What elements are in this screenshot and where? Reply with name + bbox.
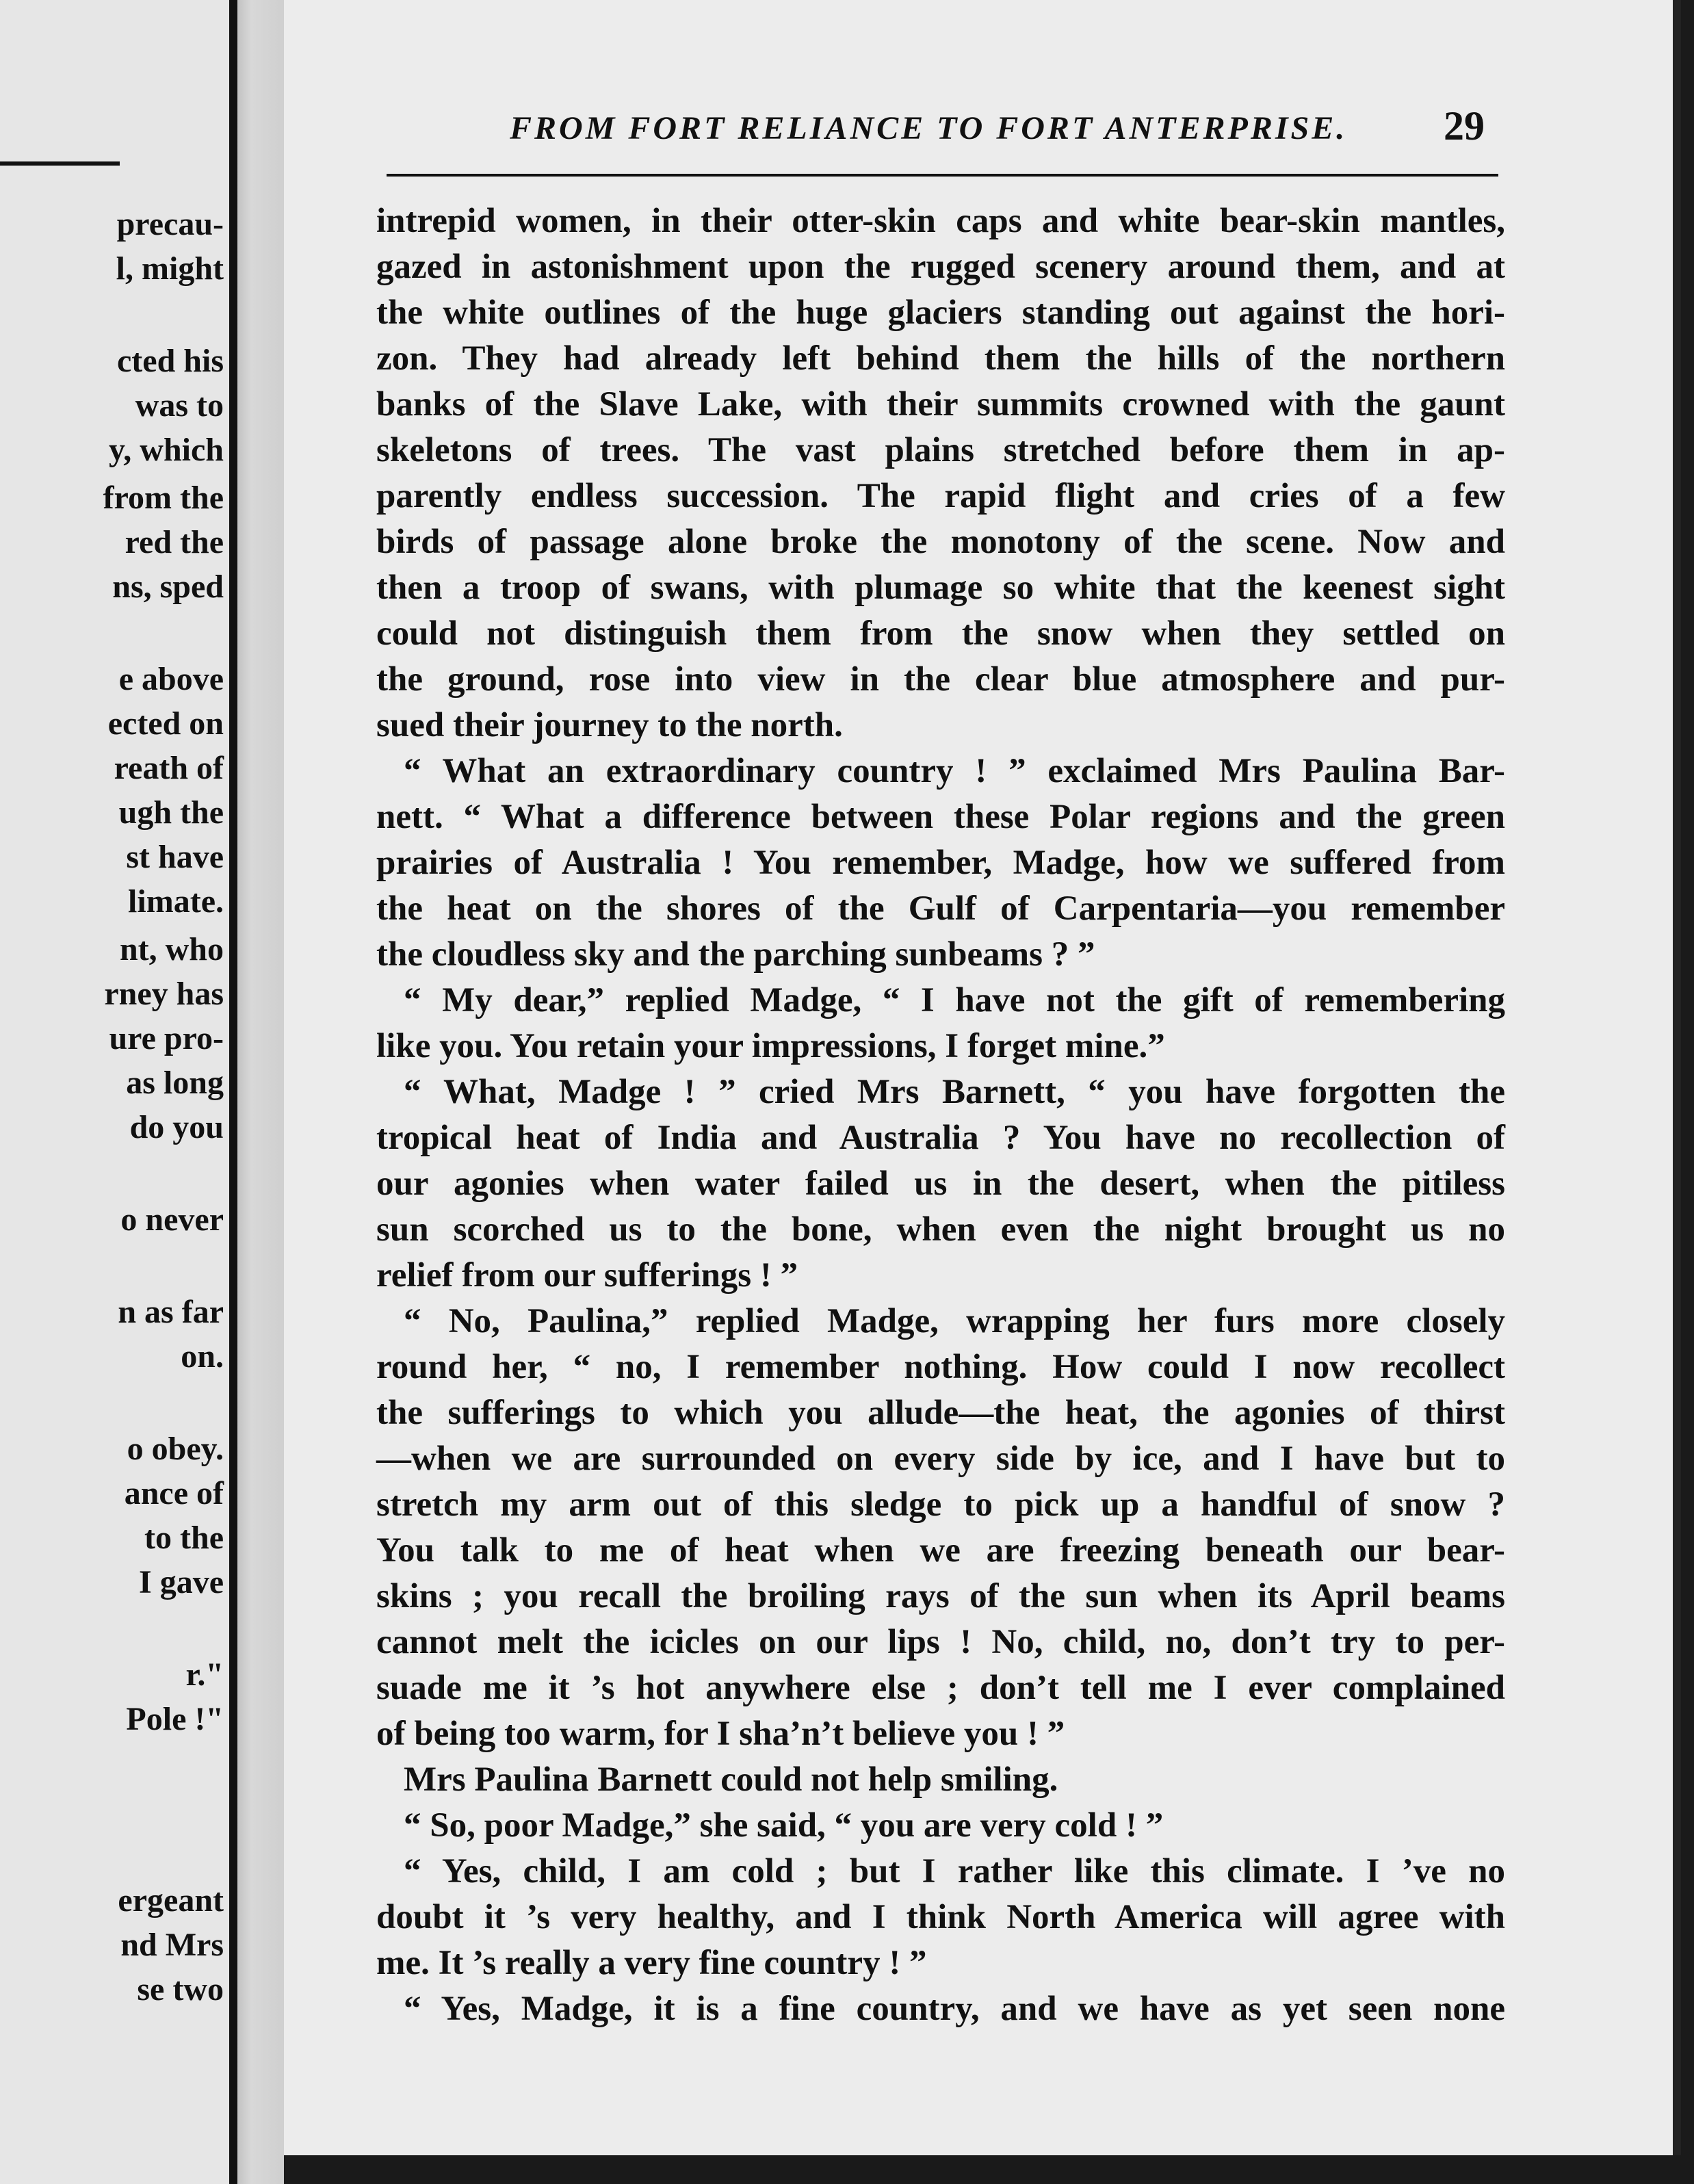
text-line: zon. They had already left behind them the hills of the northern — [376, 339, 1505, 378]
text-line: the heat on the shores of the Gulf of Carpentaria—you remember — [376, 889, 1505, 928]
text-line: round her, “ no, I remember nothing. How could I now recollect — [376, 1348, 1505, 1386]
previous-page-line: Pole !" — [126, 1701, 224, 1737]
text-line: me. It ’s really a very fine country ! ” — [376, 1944, 927, 1982]
text-line: prairies of Australia ! You remember, Madge, how we suffered from — [376, 844, 1505, 882]
text-line: the white outlines of the huge glaciers standing out against the hori- — [376, 294, 1505, 332]
previous-page-line: ns, sped — [112, 569, 224, 605]
previous-page-line: ance of — [124, 1475, 224, 1511]
previous-page-line: r." — [185, 1656, 224, 1693]
previous-page-line: se two — [137, 1971, 224, 2007]
text-line: sun scorched us to the bone, when even the night brought us no — [376, 1210, 1505, 1249]
body-text — [376, 198, 1505, 2032]
text-line: intrepid women, in their otter-skin caps and white bear-skin mantles, — [376, 202, 1505, 240]
text-line: then a troop of swans, with plumage so white that the keenest sight — [376, 569, 1505, 607]
previous-page-line: ure pro- — [109, 1020, 224, 1056]
previous-page-line: to the — [144, 1520, 224, 1556]
previous-page-line: cted his — [117, 343, 224, 379]
previous-page-line: rney has — [104, 976, 224, 1012]
text-line: “ What, Madge ! ” cried Mrs Barnett, “ you have forgotten the — [404, 1073, 1505, 1111]
gutter-shadow — [229, 0, 237, 2184]
text-line: “ What an extraordinary country ! ” exclaimed Mrs Paulina Bar- — [404, 752, 1505, 790]
text-line: sued their journey to the north. — [376, 706, 843, 744]
previous-page-line: precau- — [116, 206, 224, 242]
text-line: tropical heat of India and Australia ? You have no recollection of — [376, 1119, 1505, 1157]
previous-page-line: was to — [135, 387, 224, 424]
previous-page-rule — [0, 161, 120, 166]
book-page — [284, 0, 1681, 2155]
page-number: 29 — [1444, 103, 1485, 148]
text-line: “ My dear,” replied Madge, “ I have not the gift of remembering — [404, 981, 1505, 1019]
text-line: doubt it ’s very healthy, and I think North America will agree with — [376, 1898, 1505, 1936]
text-line: Mrs Paulina Barnett could not help smiling. — [404, 1760, 1058, 1799]
previous-page-line: ugh the — [118, 794, 224, 831]
text-line: skins ; you recall the broiling rays of the sun when its April beams — [376, 1577, 1505, 1615]
previous-page-line: do you — [129, 1109, 224, 1145]
text-line: the sufferings to which you allude—the heat, the agonies of thirst — [376, 1394, 1505, 1432]
text-line: banks of the Slave Lake, with their summits crowned with the gaunt — [376, 385, 1505, 424]
text-line: of being too warm, for I sha’n’t believe you ! ” — [376, 1715, 1065, 1753]
book-gutter — [229, 0, 284, 2184]
previous-page — [0, 0, 229, 2184]
text-line: “ So, poor Madge,” she said, “ you are very cold ! ” — [404, 1806, 1164, 1845]
previous-page-line: limate. — [128, 883, 224, 920]
text-line: “ Yes, Madge, it is a fine country, and we have as yet seen none — [404, 1990, 1505, 2028]
previous-page-line: on. — [181, 1338, 224, 1375]
text-line: could not distinguish them from the snow when they settled on — [376, 614, 1505, 653]
previous-page-line: ected on — [107, 705, 224, 742]
previous-page-line: e above — [118, 661, 224, 697]
text-line: parently endless succession. The rapid flight and cries of a few — [376, 477, 1505, 515]
header-rule — [387, 174, 1498, 177]
text-line: cannot melt the icicles on our lips ! No, child, no, don’t try to per- — [376, 1623, 1505, 1661]
text-line: the ground, rose into view in the clear blue atmosphere and pur- — [376, 660, 1505, 699]
text-line: stretch my arm out of this sledge to pick up a handful of snow ? — [376, 1485, 1505, 1524]
previous-page-line: nt, who — [119, 931, 224, 967]
previous-page-line: ergeant — [118, 1882, 224, 1919]
previous-page-line: o never — [120, 1201, 224, 1238]
text-line: “ Yes, child, I am cold ; but I rather like this climate. I ’ve no — [404, 1852, 1505, 1890]
previous-page-line: from the — [103, 480, 224, 516]
previous-page-line: l, might — [116, 250, 224, 287]
previous-page-line: reath of — [114, 750, 224, 786]
text-line: birds of passage alone broke the monotony of the scene. Now and — [376, 523, 1505, 561]
text-line: our agonies when water failed us in the desert, when the pitiless — [376, 1165, 1505, 1203]
text-line: skeletons of trees. The vast plains stretched before them in ap- — [376, 431, 1505, 469]
text-line: “ No, Paulina,” replied Madge, wrapping her furs more closely — [404, 1302, 1505, 1340]
text-line: —when we are surrounded on every side by ice, and I have but to — [376, 1440, 1505, 1478]
previous-page-line: st have — [126, 839, 224, 875]
text-line: You talk to me of heat when we are freezing beneath our bear- — [376, 1531, 1505, 1570]
text-line: like you. You retain your impressions, I forget mine.” — [376, 1027, 1165, 1065]
text-line: nett. “ What a difference between these Polar regions and the green — [376, 798, 1505, 836]
text-line: suade me it ’s hot anywhere else ; don’t tell me I ever complained — [376, 1669, 1505, 1707]
previous-page-line: o obey. — [127, 1431, 224, 1467]
text-line: the cloudless sky and the parching sunbeams ? ” — [376, 935, 1095, 974]
running-head: FROM FORT RELIANCE TO FORT ANTERPRISE. — [510, 110, 1348, 146]
previous-page-line: I gave — [139, 1564, 224, 1600]
text-line: relief from our sufferings ! ” — [376, 1256, 798, 1295]
previous-page-line: n as far — [118, 1294, 224, 1330]
previous-page-line: as long — [126, 1065, 224, 1101]
previous-page-line: y, which — [108, 432, 224, 468]
previous-page-line: nd Mrs — [120, 1927, 224, 1963]
text-line: gazed in astonishment upon the rugged scenery around them, and at — [376, 248, 1505, 286]
previous-page-line: red the — [125, 524, 224, 560]
